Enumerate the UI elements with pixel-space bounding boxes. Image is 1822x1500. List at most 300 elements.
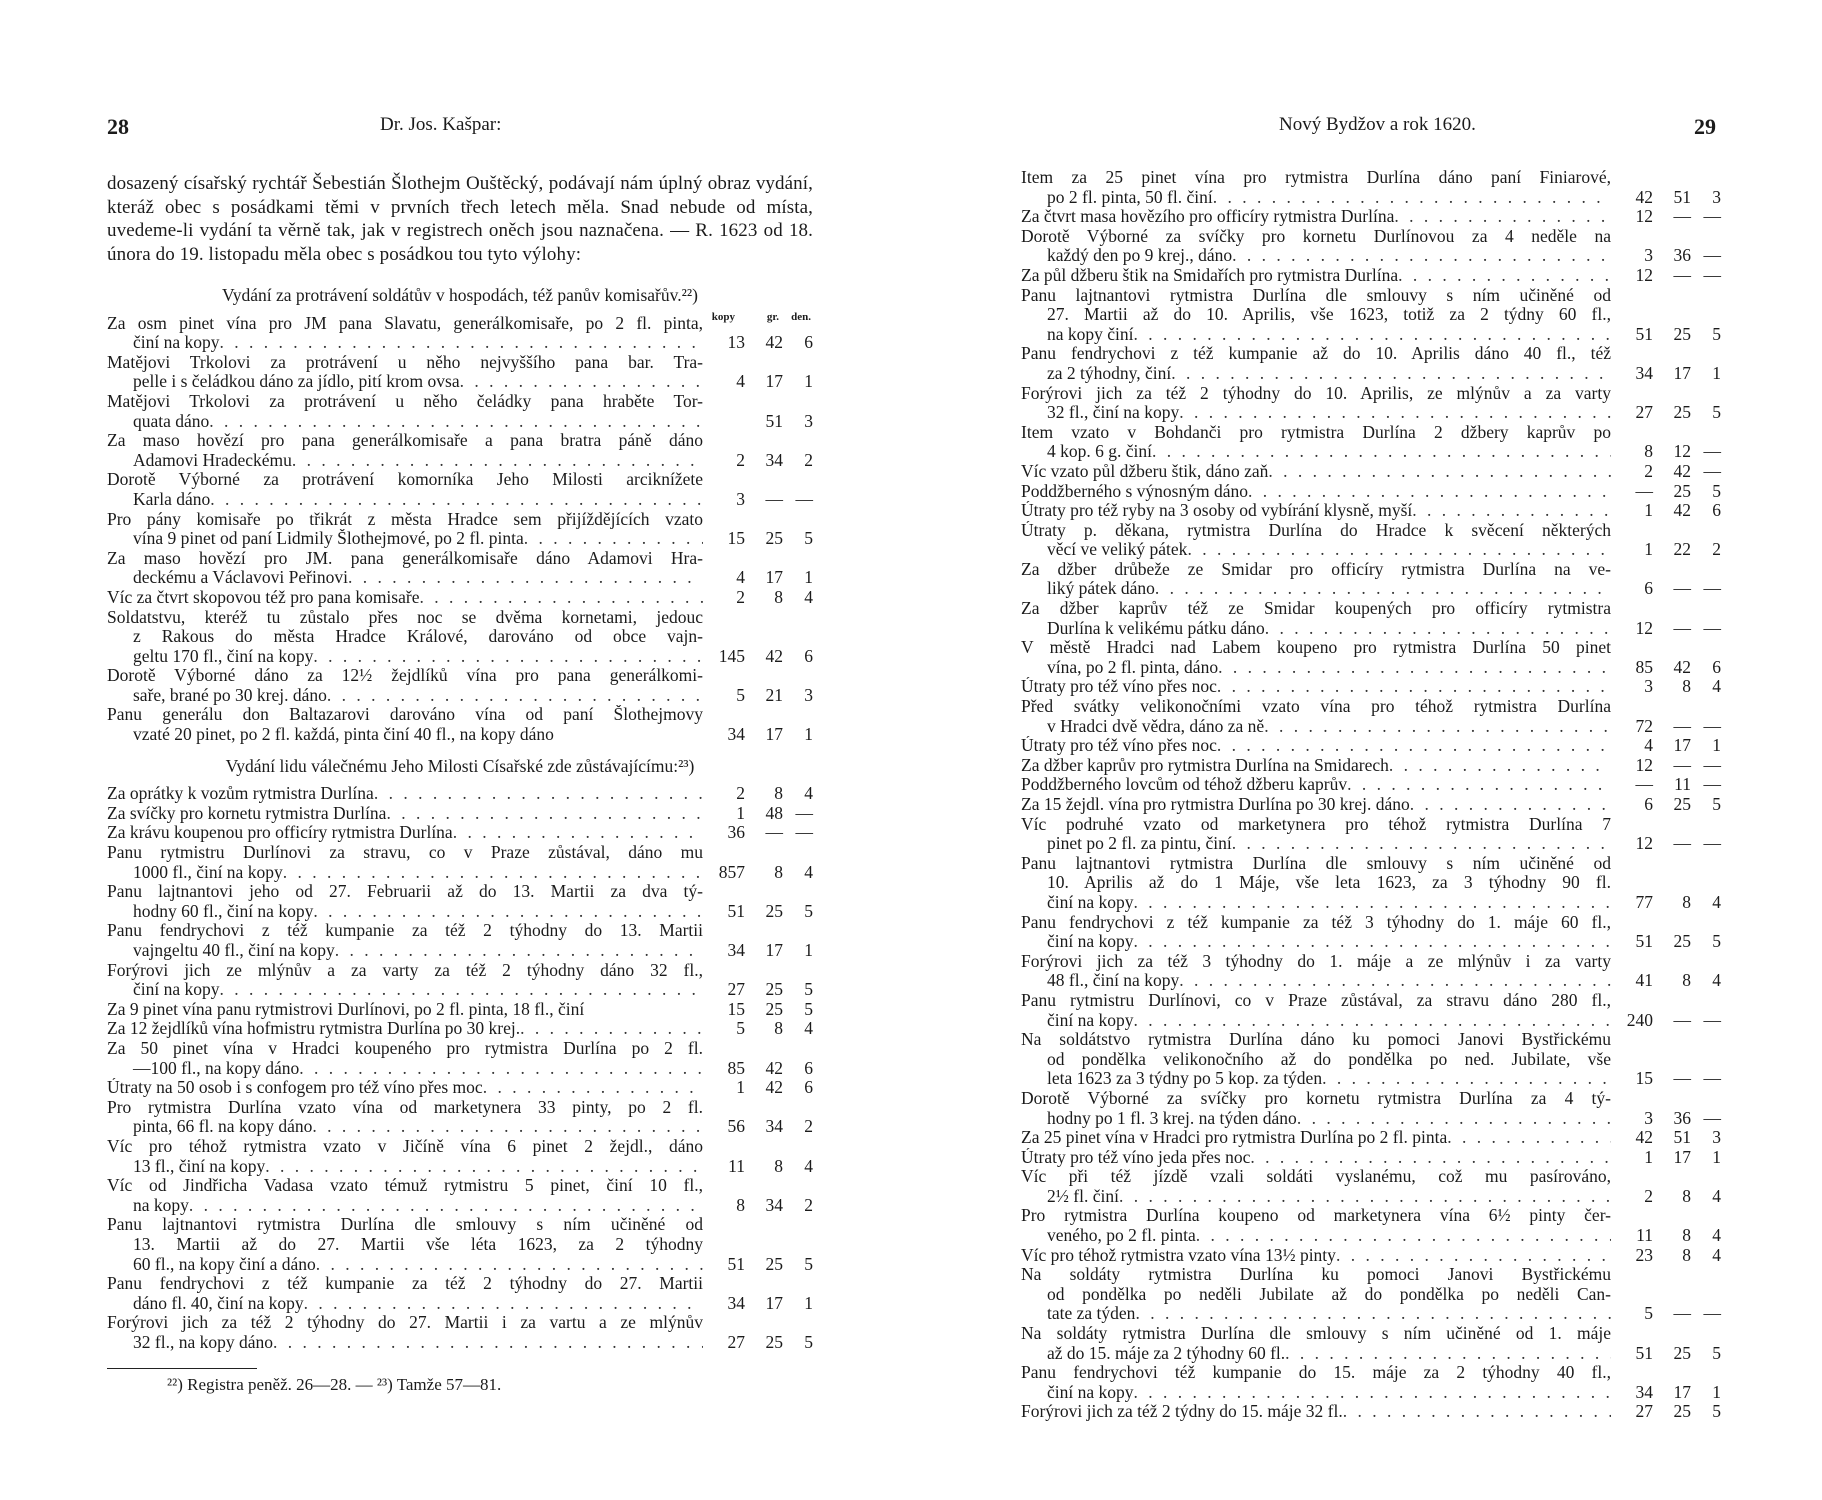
amount-denar: 6 [804,1077,813,1098]
entry-line-text: dáno fl. 40, činí na kopy [133,1293,304,1313]
ledger-entry [1021,736,1721,756]
ledger-entry [107,588,813,608]
entry-text [107,392,703,431]
amount-denar: — [1703,245,1721,266]
entry-line-text: Poddžberného lovcům od téhož džberu kaprův [1021,775,1348,795]
entry-line: Forýrovi jich za též 3 týhodny do 1. máje a ze mlýnův i za varty [1021,951,1611,971]
amount-kopy: 145 [718,645,745,666]
dot-leader [524,529,703,549]
ledger-entry [1021,991,1721,1030]
ledger-entry [107,823,813,843]
entry-line: Za džber kaprův též ze Smidar koupených pro officíry rytmistra [1021,599,1611,619]
dot-leader [1134,893,1611,913]
entry-text [107,843,703,882]
amount-kopy: 34 [727,1292,745,1313]
dot-leader [1297,1109,1611,1129]
entry-line [1021,736,1611,756]
amount-kopy: 2 [1644,1185,1653,1206]
amount-kopy: 85 [727,1057,745,1078]
amount-denar: 5 [804,998,813,1019]
ledger-entry [1021,638,1721,677]
entry-line: Na soldáty rytmistra Durlína dle smlouvy s ním učiněné od 1. máje [1021,1324,1611,1344]
entry-amounts [703,490,813,510]
entry-amounts [703,451,813,471]
intro-paragraph: dosazený císařský rychtář Šebestián Šlothejm Ouštěcký, podávají nám úplný obraz vydání, kteráž obec s posádkami těmi v prvních třech letech měla. Snad nebude od místa, uvedeme-li vydání ta věrně tak, jak v registrech oněch jsou naznačena. — R. 1623 od 18. února do 19. listopadu měla obec s posádkou tou tyto výlohy: [107,173,813,265]
entry-amounts [703,1333,813,1353]
amount-denar: — [1703,1009,1721,1030]
column-header-kopy: kopy [711,310,735,323]
amount-kopy: 42 [1635,186,1653,207]
entry-amounts [1611,1128,1721,1148]
amount-kopy: 2 [736,783,745,804]
amount-groshen: 22 [1673,539,1691,560]
entry-line-text: Za džber kaprův pro rytmistra Durlína na Smidarech [1021,755,1389,775]
amount-kopy: — [1635,774,1653,795]
entry-line: Za maso hovězí pro pana generálkomisaře a pana bratra páně dáno [107,431,703,451]
ledger-entry [107,1215,813,1274]
dot-leader [1389,756,1611,776]
ledger-entry [1021,756,1721,776]
entry-amounts [1611,1246,1721,1266]
ledger-entry [1021,1148,1721,1168]
entry-amounts [1611,207,1721,227]
amount-denar: 6 [804,1057,813,1078]
entry-line [1021,1226,1611,1246]
ledger-entry [1021,599,1721,638]
entry-line: Panu fendrychovi z též kumpanie až do 10. Aprilis dáno 40 fl., též [1021,344,1611,364]
entry-line: Na soldátstvo rytmistra Durlína dáno ku pomoci Janovi Bystřickému [1021,1030,1611,1050]
ledger-entry [1021,1030,1721,1089]
entry-line [1021,619,1611,639]
entry-amounts [703,1117,813,1137]
dot-leader [1179,971,1611,991]
entry-line-text: Víc pro téhož rytmistra vzato vína 13½ pinty [1021,1245,1336,1265]
entry-line [1021,756,1611,776]
amount-denar: 5 [1712,931,1721,952]
amount-groshen: 17 [765,567,783,588]
amount-groshen: 42 [765,1077,783,1098]
amount-denar: 5 [1712,402,1721,423]
entry-line [1021,1402,1611,1422]
amount-denar: 4 [804,783,813,804]
entry-line-text: vína 9 pinet od paní Lidmily Šlothejmové, po 2 fl. pinta [133,529,524,549]
dot-leader [1213,188,1611,208]
amount-denar: 4 [1712,676,1721,697]
entry-line [107,1117,703,1137]
amount-kopy [703,412,745,432]
dot-leader [1343,1402,1611,1422]
entry-line: Panu fendrychovi též kumpanie do 15. máje za 2 týhodny 40 fl., [1021,1363,1611,1383]
ledger-entry [107,1078,813,1098]
entry-text [107,1098,703,1137]
entry-line [1021,1383,1611,1403]
entry-line [107,412,703,432]
amount-groshen: 36 [1673,245,1691,266]
amount-kopy: 77 [1635,891,1653,912]
ledger-entry [107,1176,813,1215]
entry-line-text: leta 1623 za 3 týdny po 5 kop. za týden [1047,1069,1323,1089]
entry-line: Za džber drůbeže ze Smidar pro officíry rytmistra Durlína na ve- [1021,559,1611,579]
entry-text [1021,1030,1611,1089]
amount-denar: 3 [1712,1127,1721,1148]
ledger-entry [1021,1265,1721,1324]
amount-kopy: 1 [1644,500,1653,521]
section-title: Vydání za protrávení soldátův v hospodách, též panův komisařův.²²) [222,285,698,305]
entry-text [1021,599,1611,638]
dot-leader [189,1196,703,1216]
entry-line [107,1294,703,1314]
entry-line: Dorotě Výborné za protrávení komorníka Jeho Milosti arciknížete [107,470,703,490]
amount-denar: 4 [1712,891,1721,912]
ledger-entry [1021,913,1721,952]
dot-leader [1135,1304,1611,1324]
entry-line-text: Víc za čtvrt skopovou též pro pana komisaře [107,587,420,607]
running-head: Nový Bydžov a rok 1620. [1279,114,1476,135]
dot-leader [1179,403,1611,423]
amount-groshen: 25 [765,900,783,921]
entry-text [1021,1128,1611,1148]
amount-groshen: 17 [765,1292,783,1313]
entry-text [1021,1324,1611,1363]
amount-kopy: 34 [727,940,745,960]
amount-kopy: 1 [1644,539,1653,560]
amount-kopy: 5 [736,684,745,705]
amount-groshen: 42 [1673,460,1691,481]
entry-line [107,1059,703,1079]
ledger-entry [1021,815,1721,854]
amount-denar: — [1703,264,1721,285]
dot-leader [1264,717,1611,737]
entry-text [1021,1206,1611,1245]
amount-groshen: 25 [765,998,783,1019]
entry-text [1021,521,1611,560]
entry-amounts [1611,893,1721,913]
entry-line [107,863,703,883]
ledger-entry [107,314,813,353]
entry-line: Panu fendrychovi z též kumpanie za též 3 týhodny do 1. máje 60 fl., [1021,912,1611,932]
dot-leader [1285,1344,1611,1364]
amount-kopy: 2 [1644,460,1653,481]
entry-line: Panu lajtnantovi rytmistra Durlína dle smlouvy s ním učiněné od [107,1215,703,1235]
amount-kopy: 27 [1635,402,1653,423]
ledger-entry [107,470,813,509]
amount-kopy: 36 [727,822,745,843]
amount-kopy: 5 [1644,1303,1653,1324]
ledger-entry [107,804,813,824]
dot-leader [1232,246,1611,266]
entry-line-text: činí na kopy [133,980,220,1000]
dot-leader [1232,834,1611,854]
amount-kopy: 6 [1644,578,1653,599]
ledger-entry [1021,482,1721,502]
amount-denar: 1 [1712,1381,1721,1402]
amount-groshen: — [1673,1068,1691,1089]
entry-amounts [703,1059,813,1079]
amount-groshen: 8 [774,586,783,607]
amount-denar: 5 [1712,1342,1721,1363]
amount-denar: 5 [1712,1401,1721,1422]
entry-amounts [703,1078,813,1098]
entry-line: Soldatstvu, kteréž tu zůstalo přes noc se dvěma kornetami, jedouc [107,607,703,627]
ledger-entry [107,1019,813,1039]
amount-denar: — [1703,441,1721,462]
amount-groshen: 34 [765,449,783,470]
dot-leader [1347,775,1611,795]
entry-amounts [703,823,813,843]
column-header-gr: gr. [766,310,779,323]
ledger-entry [1021,1128,1721,1148]
amount-denar: 5 [1712,480,1721,501]
amount-denar: — [1703,715,1721,736]
ledger-section-1 [107,314,813,745]
entry-text [1021,560,1611,599]
amount-denar: — [795,488,813,509]
entry-line [107,1078,703,1098]
dot-leader [1412,501,1611,521]
entry-line [1021,1128,1611,1148]
entry-amounts [703,784,813,804]
amount-groshen: 25 [1673,402,1691,423]
amount-kopy: 1 [1644,1146,1653,1167]
entry-text [107,784,703,804]
amount-denar: 5 [804,1253,813,1274]
entry-line-text: pinta, 66 fl. na kopy dáno [133,1117,313,1137]
amount-groshen: 25 [1673,1342,1691,1363]
entry-text [107,1137,703,1176]
entry-line-text: Útraty na 50 osob i s confogem pro též víno přes moc [107,1078,483,1098]
entry-line [1021,1069,1611,1089]
amount-kopy: 27 [727,979,745,1000]
dot-leader [220,333,703,353]
entry-amounts [1611,188,1721,208]
amount-kopy: 34 [1635,362,1653,383]
entry-line [1021,717,1611,737]
entry-line: Matějovi Trkolovi za protrávení u něho nejvyššího pana bar. Tra- [107,352,703,372]
ledger-entry [107,961,813,1000]
entry-text [1021,952,1611,991]
entry-text [107,608,703,667]
entry-line-text: Durlína k velikému pátku dáno [1047,618,1265,638]
dot-leader [273,1333,703,1353]
amount-groshen: — [765,488,783,509]
page-number: 29 [1694,114,1716,139]
entry-text [107,1313,703,1352]
amount-denar: 1 [804,940,813,960]
entry-amounts [703,1255,813,1275]
entry-amounts [1611,1402,1721,1422]
entry-line-text: až do 15. máje za 2 týhodny 60 fl. [1047,1343,1286,1363]
entry-line: Panu lajtnantovi rytmistra Durlína dle smlouvy s ním učiněné od [1021,853,1611,873]
amount-denar: 3 [804,684,813,705]
entry-line [1021,1187,1611,1207]
entry-line: z Rakous do města Hradce Králové, darováno od obce vajn- [133,627,703,647]
ledger-entry [1021,168,1721,207]
dot-leader [1250,1148,1611,1168]
entry-amounts [1611,266,1721,286]
left-content [107,172,813,1395]
entry-line [1021,207,1611,227]
entry-line [1021,1246,1611,1266]
ledger-entry [1021,1246,1721,1266]
entry-line: Dorotě Výborné za svíčky pro kornetu Durlínovou za 4 neděle na [1021,226,1611,246]
entry-amounts [703,412,813,432]
entry-line: Pro rytmistra Durlína koupeno od marketynera vína 6½ pinty čer- [1021,1206,1611,1226]
amount-denar: — [1703,1068,1721,1089]
amount-denar: 6 [804,645,813,666]
amount-groshen: 17 [1673,362,1691,383]
dot-leader [460,372,703,392]
amount-groshen: 42 [1673,500,1691,521]
entry-line-text: činí na kopy [1047,1010,1134,1030]
dot-leader [1134,932,1611,952]
entry-text [1021,756,1611,776]
ledger-entry [1021,384,1721,423]
entry-line-text: na kopy [133,1195,189,1215]
entry-line-text: Útraty pro též víno přes noc [1021,677,1217,697]
amount-groshen: 48 [765,802,783,823]
amount-groshen: 25 [1673,931,1691,952]
amount-kopy: 15 [1635,1068,1653,1089]
amount-kopy: 15 [727,998,745,1019]
entry-line: Před svátky velikonočními vzato vína pro téhož rytmistra Durlína [1021,697,1611,717]
ledger-entry [1021,677,1721,697]
running-head: Dr. Jos. Kašpar: [380,114,502,135]
ledger-entry [1021,423,1721,462]
entry-line [1021,834,1611,854]
entry-text [1021,286,1611,345]
amount-groshen: 8 [774,783,783,804]
entry-line-text: Za 25 pinet vína v Hradci pro rytmistra Durlína po 2 fl. pinta [1021,1128,1448,1148]
entry-line-text: Za 15 žejdl. vína pro rytmistra Durlína po 30 krej. dáno [1021,795,1410,814]
entry-line [1021,462,1611,482]
amount-denar: 4 [804,861,813,882]
entry-text [1021,815,1611,854]
entry-line [107,1196,703,1216]
dot-leader [210,490,703,510]
entry-line-text: vzaté 20 pinet, po 2 fl. každá, pinta činí 40 fl., na kopy dáno [133,725,554,745]
dot-leader [386,804,703,824]
amount-kopy: 27 [1635,1401,1653,1422]
entry-line [107,941,703,961]
entry-line-text: 48 fl., činí na kopy [1047,971,1180,991]
entry-text [107,1274,703,1313]
amount-groshen: 25 [1673,794,1691,814]
ledger-entry [1021,952,1721,991]
dot-leader [1410,795,1611,815]
amount-groshen: 8 [1682,970,1691,991]
entry-text [107,431,703,470]
entry-line [1021,795,1611,815]
entry-text [107,549,703,588]
entry-line-text: Víc vzato půl džberu štik, dáno zaň [1021,461,1269,481]
entry-amounts [1611,462,1721,482]
entry-text [1021,991,1611,1030]
amount-kopy: 34 [1635,1381,1653,1402]
amount-kopy: 1 [736,802,745,823]
entry-text [107,1176,703,1215]
entry-amounts [703,980,813,1000]
entry-line: Útraty p. děkana, rytmistra Durlína do Hradce k svěcení některých [1021,520,1611,540]
entry-line-text: deckému a Václavovi Peřinovi [133,568,348,588]
ledger-entry [1021,344,1721,383]
entry-text [1021,1089,1611,1128]
entry-amounts [1611,501,1721,521]
entry-amounts [1611,1344,1721,1364]
entry-line: od pondělka velikonočního až do pondělka po ned. Jubilate, vše [1047,1049,1611,1069]
entry-line [1021,1011,1611,1031]
amount-denar: — [795,822,813,843]
amount-kopy: 27 [727,1331,745,1352]
ledger-entry [1021,854,1721,913]
dot-leader [348,568,703,588]
entry-line-text: Útraty pro též víno přes noc [1021,736,1217,756]
ledger-entry [1021,775,1721,795]
amount-kopy: 12 [1635,754,1653,775]
entry-line-text: činí na kopy [1047,1382,1134,1402]
entry-line [107,1157,703,1177]
entry-line: Panu generálu don Baltazarovi darováno vína od paní Šlothejmovy [107,705,703,725]
entry-text [1021,227,1611,266]
ledger-entry [1021,1402,1721,1422]
entry-line-text: po 2 fl. pinta, 50 fl. činí [1047,187,1213,207]
entry-line-text: 32 fl., na kopy dáno [133,1332,273,1352]
entry-text [1021,168,1611,207]
entry-amounts [1611,1187,1721,1207]
entry-text [1021,462,1611,482]
entry-line-text: geltu 170 fl., činí na kopy [133,646,314,666]
amount-groshen: 42 [765,1057,783,1078]
dot-leader [1447,1128,1611,1148]
dot-leader [1394,207,1611,227]
entry-line-text: Forýrovi jich za též 2 týdny do 15. máje 32 fl. [1021,1402,1343,1422]
entry-line: Dorotě Výborné dáno za 12½ žejdlíků vína pro pana generálkomi- [107,666,703,686]
entry-line [107,490,703,510]
dot-leader [335,941,703,961]
amount-groshen: 8 [774,861,783,882]
dot-leader [327,686,703,706]
amount-denar: — [1703,578,1721,599]
entry-line-text: Poddžberného s výnosným dáno [1021,481,1248,501]
dot-leader [1134,1011,1611,1031]
amount-denar: 1 [804,1292,813,1313]
entry-line [1021,579,1611,599]
dot-leader [1248,482,1611,502]
amount-groshen: 25 [765,979,783,1000]
amount-kopy: 51 [1635,1342,1653,1363]
amount-groshen: 8 [1682,676,1691,697]
amount-groshen: — [1673,264,1691,285]
entry-text [1021,1265,1611,1324]
entry-line-text: na kopy činí [1047,324,1134,344]
entry-line-text: 4 kop. 6 g. činí [1047,442,1152,462]
entry-text [1021,913,1611,952]
entry-amounts [703,568,813,588]
right-page [911,0,1822,1500]
amount-denar: 1 [804,724,813,745]
entry-line: od pondělka po neděli Jubilate až do pondělka po neděli Can- [1047,1284,1611,1304]
footnote-rule [107,1368,257,1369]
amount-denar: 1 [1712,362,1721,383]
amount-kopy: 12 [1635,617,1653,638]
entry-text [107,921,703,960]
amount-denar: 4 [1712,1185,1721,1206]
entry-amounts [1611,1011,1721,1031]
entry-line-text: vína, po 2 fl. pinta, dáno [1047,657,1219,677]
dot-leader [1134,1383,1611,1403]
entry-amounts [703,1157,813,1177]
entry-line-text: činí na kopy [1047,892,1134,912]
ledger-entry [107,392,813,431]
